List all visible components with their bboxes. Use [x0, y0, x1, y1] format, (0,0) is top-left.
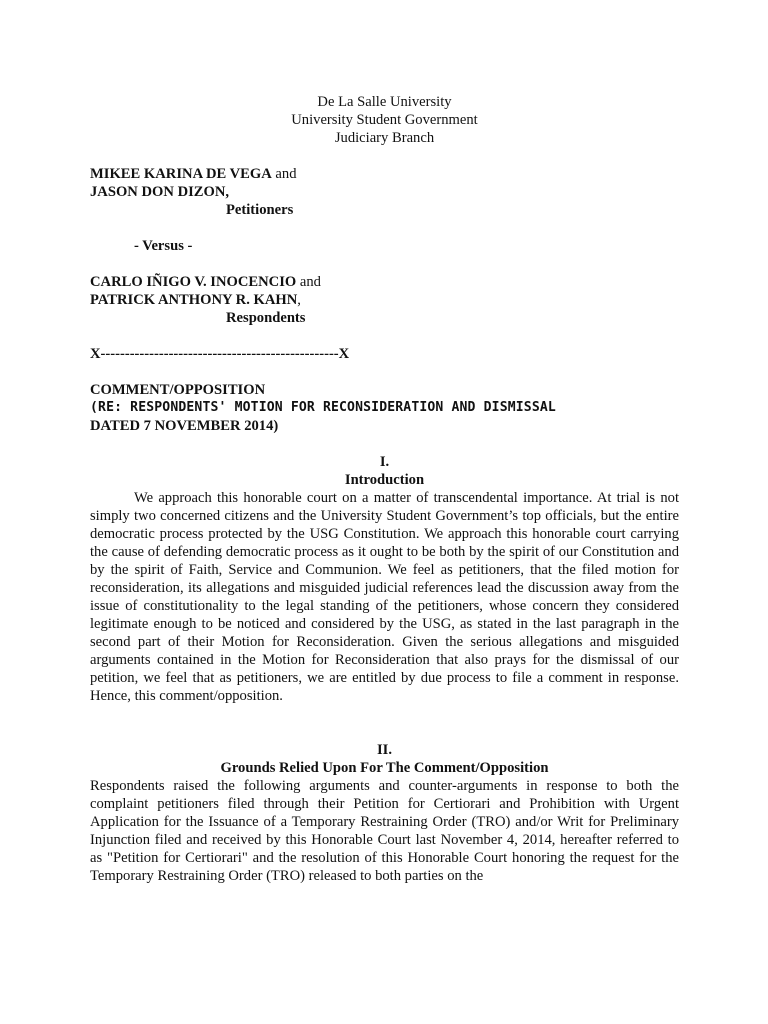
caption-separator: X-------------------------------------------------X [90, 346, 350, 362]
respondents-block [90, 273, 679, 327]
petitioner-and: and [271, 166, 297, 182]
respondent-and: and [296, 274, 321, 290]
caption-line-2: (RE: RESPONDENTS' MOTION FOR RECONSIDERATION AND DISMISSAL [90, 400, 556, 415]
caption-line-3: DATED 7 NOVEMBER 2014) [90, 418, 279, 434]
petitioners-role: Petitioners [226, 202, 294, 218]
section-1-heading: Introduction [344, 472, 425, 488]
respondent-line-1 [90, 273, 679, 291]
document-header [90, 93, 679, 147]
section-2 [90, 741, 679, 885]
section-1-numeral: I. [379, 454, 390, 470]
respondents-role: Respondents [226, 310, 306, 326]
respondent-line-2 [90, 291, 679, 309]
section-2-heading: Grounds Relied Upon For The Comment/Opposition [220, 760, 549, 776]
section-2-numeral: II. [376, 742, 392, 758]
university-name: De La Salle University [317, 94, 452, 110]
government-name: University Student Government [291, 112, 478, 128]
petitioners-block [90, 165, 679, 219]
versus-label: - Versus - [134, 238, 193, 254]
respondent-name-1: CARLO IÑIGO V. INOCENCIO [90, 274, 297, 290]
branch-name: Judiciary Branch [334, 130, 435, 146]
section-1-paragraph: We approach this honorable court on a matter of transcendental importance. At trial is not simply two concerned citizens and the University Student Government’s top officials, but the entire democratic process protected by the USG Constitution. We approach this honorable court carrying the cause of defending democratic process as it ought to be both by the spirit of our Constitution and by the spirit of Faith, Service and Communion. We feel as petitioners, that the filed motion for reconsideration, its allegations and misguided judicial references lead the discussion away from the issue of constitutionality to the legal standing of the petitioners, whose concern they considered legitimate enough to be noticed and considered by the USG, as stated in the last paragraph in the second part of their Motion for Reconsideration. Given the serious allegations and misguided arguments contained in the Motion for Reconsideration that also prays for the dismissal of our petition, we feel that as petitioners, we are entitled by due process to file a comment in response. Hence, this comment/opposition. [90, 490, 679, 704]
petitioner-name-2: JASON DON DIZON, [90, 184, 230, 200]
petitioner-line-1 [90, 165, 679, 183]
section-2-paragraph: Respondents raised the following arguments and counter-arguments in response to both the complaint petitioners filed through their Petition for Certiorari and Prohibition with Urgent Application for the Issuance of a Temporary Restraining Order (TRO) and/or Writ for Preliminary Injunction filed and received by this Honorable Court last November 4, 2014, hereafter referred to as "Petition for Certiorari" and the resolution of this Honorable Court honoring the request for the Temporary Restraining Order (TRO) released to both parties on the [90, 778, 679, 884]
petitioner-name-1: MIKEE KARINA DE VEGA [90, 166, 272, 182]
respondent-name-2: PATRICK ANTHONY R. KAHN [90, 292, 298, 308]
section-1 [90, 453, 679, 705]
caption-title: COMMENT/OPPOSITION [90, 382, 266, 398]
respondent-comma: , [297, 292, 301, 308]
document-page [90, 93, 679, 885]
caption-block [90, 381, 679, 435]
